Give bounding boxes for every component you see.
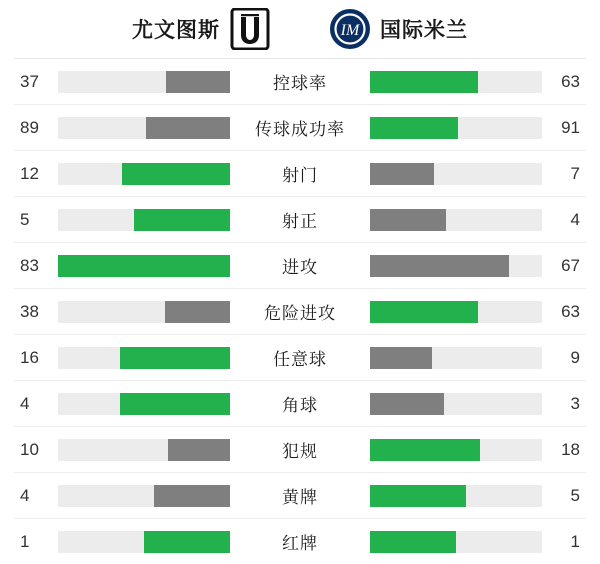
away-bar-fill — [370, 255, 509, 277]
stats-rows — [0, 59, 600, 564]
home-bar — [58, 301, 230, 323]
stat-label: 传球成功率 — [255, 120, 345, 139]
away-bar-fill — [370, 301, 478, 323]
home-value: 83 — [20, 255, 39, 275]
stat-row — [14, 289, 586, 335]
away-bar — [370, 209, 542, 231]
stat-label: 犯规 — [282, 442, 318, 461]
home-bar-fill — [154, 485, 230, 507]
home-bar — [58, 71, 230, 93]
home-bar — [58, 531, 230, 553]
away-bar-fill — [370, 347, 432, 369]
stat-row — [14, 519, 586, 564]
juventus-crest-icon — [229, 8, 271, 50]
stat-label: 角球 — [282, 396, 318, 415]
away-value: 9 — [570, 347, 580, 367]
home-bar-fill — [134, 209, 230, 231]
away-bar — [370, 163, 542, 185]
away-bar — [370, 439, 542, 461]
away-value: 4 — [570, 209, 580, 229]
home-bar-fill — [168, 439, 230, 461]
away-bar — [370, 255, 542, 277]
home-bar — [58, 439, 230, 461]
home-value: 38 — [20, 301, 39, 321]
stat-label: 危险进攻 — [264, 304, 336, 323]
away-value: 7 — [570, 163, 580, 183]
home-bar — [58, 209, 230, 231]
home-bar — [58, 117, 230, 139]
away-bar — [370, 71, 542, 93]
home-team — [132, 8, 271, 50]
away-bar-fill — [370, 209, 446, 231]
away-bar — [370, 485, 542, 507]
home-bar-fill — [122, 163, 230, 185]
home-value: 16 — [20, 347, 39, 367]
away-team — [329, 8, 468, 50]
inter-milan-crest-icon — [329, 8, 371, 50]
home-value: 4 — [20, 485, 30, 505]
away-value: 3 — [570, 393, 580, 413]
away-bar-fill — [370, 485, 466, 507]
stat-row — [14, 151, 586, 197]
stat-label: 黄牌 — [282, 488, 318, 507]
away-bar-fill — [370, 117, 458, 139]
away-bar — [370, 393, 542, 415]
stat-row — [14, 335, 586, 381]
away-bar-fill — [370, 71, 478, 93]
home-value: 10 — [20, 439, 39, 459]
stat-label: 红牌 — [282, 534, 318, 553]
away-value: 1 — [570, 531, 580, 551]
stat-row — [14, 59, 586, 105]
away-bar — [370, 347, 542, 369]
stat-row — [14, 381, 586, 427]
stat-label: 任意球 — [273, 350, 327, 369]
home-value: 12 — [20, 163, 39, 183]
stat-label: 射正 — [282, 212, 318, 231]
stat-row — [14, 243, 586, 289]
home-bar — [58, 255, 230, 277]
away-bar-fill — [370, 163, 434, 185]
home-value: 4 — [20, 393, 30, 413]
home-bar-fill — [165, 301, 230, 323]
home-value: 37 — [20, 71, 39, 91]
home-bar — [58, 163, 230, 185]
home-bar — [58, 393, 230, 415]
away-value: 5 — [570, 485, 580, 505]
away-value: 67 — [561, 255, 580, 275]
home-bar-fill — [144, 531, 230, 553]
stat-label: 进攻 — [282, 258, 318, 277]
home-bar-fill — [120, 393, 230, 415]
home-value: 1 — [20, 531, 30, 551]
home-bar — [58, 347, 230, 369]
away-value: 91 — [561, 117, 580, 137]
away-bar — [370, 301, 542, 323]
home-team-name: 尤文图斯 — [132, 19, 220, 42]
teams-header — [0, 0, 600, 58]
away-bar — [370, 531, 542, 553]
away-bar-fill — [370, 531, 456, 553]
away-bar — [370, 117, 542, 139]
home-value: 89 — [20, 117, 39, 137]
svg-text:IM: IM — [340, 22, 360, 39]
stat-label: 射门 — [282, 166, 318, 185]
away-value: 63 — [561, 301, 580, 321]
away-value: 63 — [561, 71, 580, 91]
away-value: 18 — [561, 439, 580, 459]
home-bar-fill — [166, 71, 230, 93]
away-bar-fill — [370, 439, 480, 461]
home-value: 5 — [20, 209, 30, 229]
stat-row — [14, 197, 586, 243]
stat-row — [14, 427, 586, 473]
stat-row — [14, 105, 586, 151]
home-bar-fill — [120, 347, 230, 369]
stat-row — [14, 473, 586, 519]
stat-label: 控球率 — [273, 74, 327, 93]
away-team-name: 国际米兰 — [380, 19, 468, 42]
home-bar-fill — [146, 117, 230, 139]
away-bar-fill — [370, 393, 444, 415]
home-bar — [58, 485, 230, 507]
home-bar-fill — [58, 255, 230, 277]
